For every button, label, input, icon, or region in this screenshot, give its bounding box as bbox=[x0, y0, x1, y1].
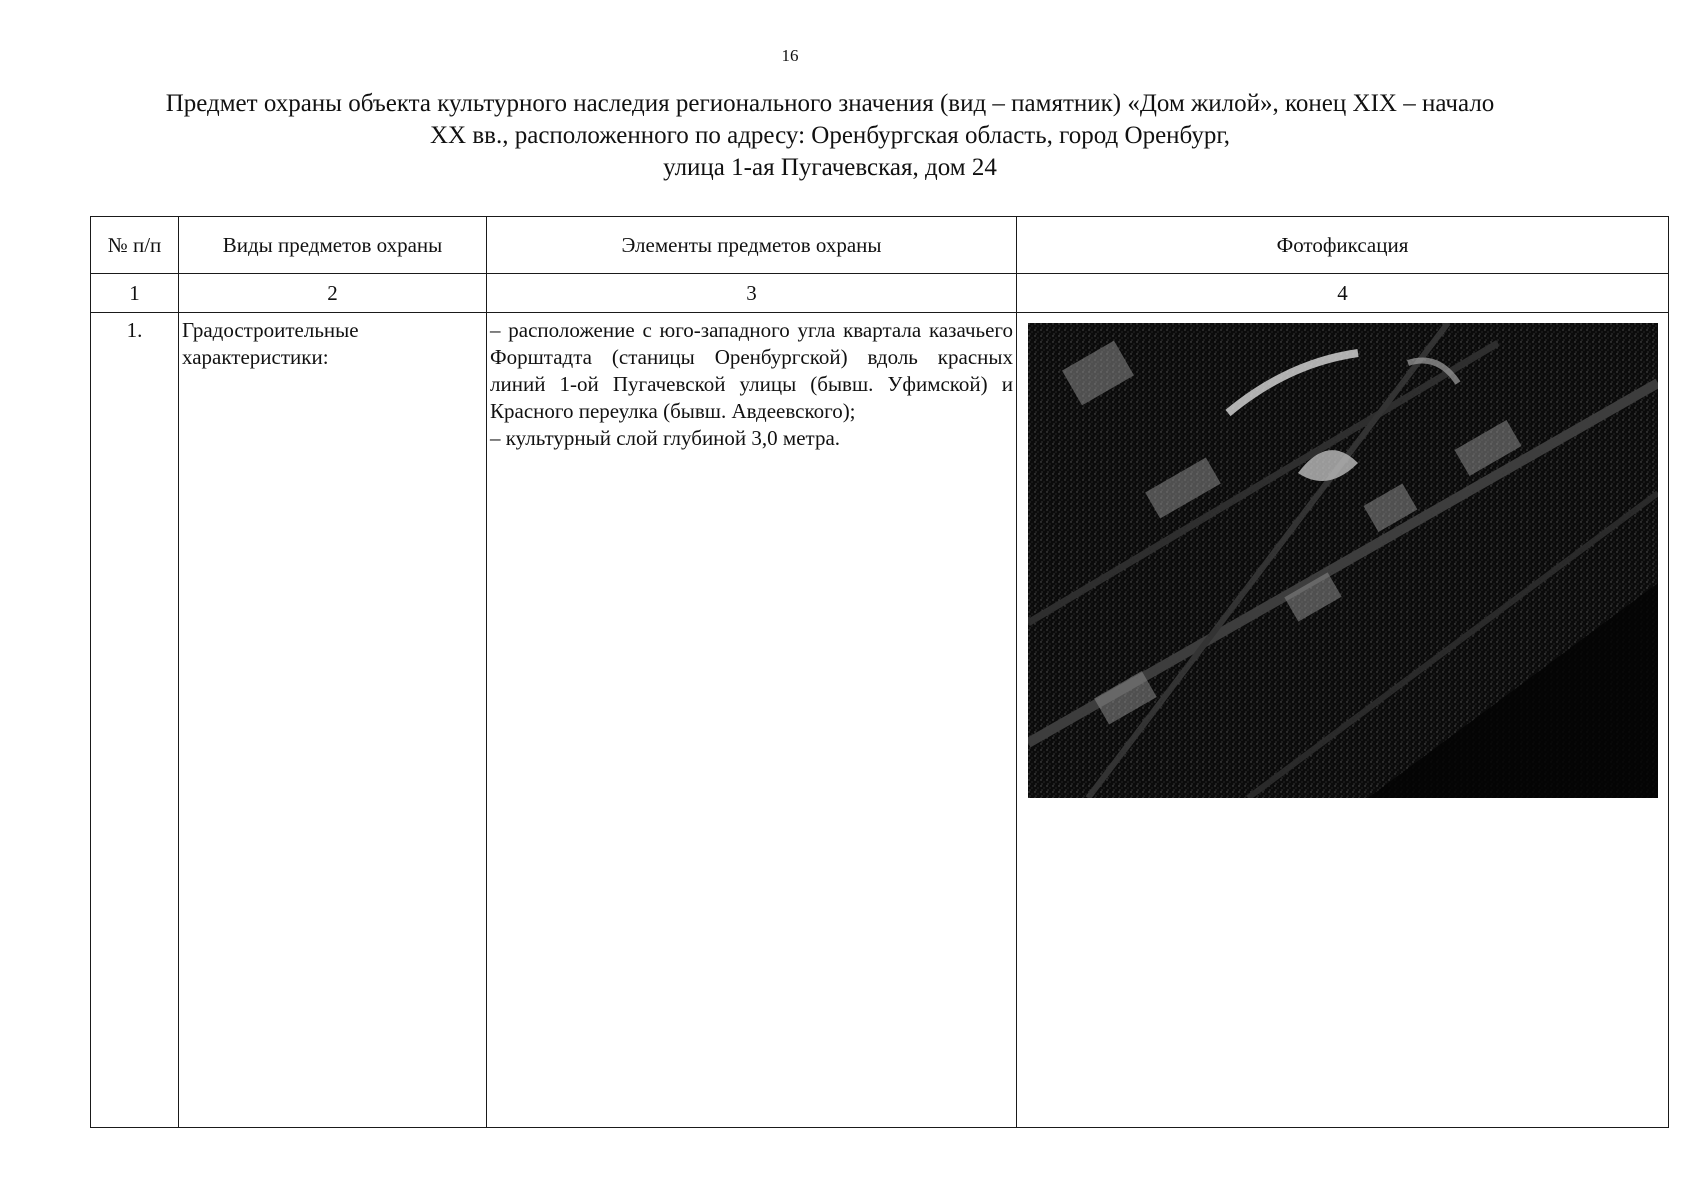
column-number: 2 bbox=[179, 274, 487, 313]
list-item: – расположение с юго-западного угла квартала казачьего Форштадта (станицы Оренбургской) вдоль красных линий 1-ой Пугачевской улицы (бывш. Уфимской) и Красного переулка (бывш. Авдеевского); bbox=[490, 317, 1013, 425]
table-header-row bbox=[91, 217, 1669, 274]
row-elements bbox=[487, 313, 1017, 1128]
header-photo: Фотофиксация bbox=[1017, 217, 1669, 274]
table-row bbox=[91, 313, 1669, 1128]
row-kind: Градостроительные характеристики: bbox=[179, 313, 487, 1128]
title-line-3: улица 1-ая Пугачевская, дом 24 bbox=[663, 154, 997, 181]
list-item: – культурный слой глубиной 3,0 метра. bbox=[490, 425, 1013, 452]
column-number: 3 bbox=[487, 274, 1017, 313]
aerial-photo bbox=[1028, 323, 1658, 798]
row-number: 1. bbox=[91, 313, 179, 1128]
aerial-photo-image bbox=[1028, 323, 1658, 798]
header-number: № п/п bbox=[91, 217, 179, 274]
title-line-2: XX вв., расположенного по адресу: Оренбургская область, город Оренбург, bbox=[430, 122, 1230, 149]
header-elements: Элементы предметов охраны bbox=[487, 217, 1017, 274]
header-kinds: Виды предметов охраны bbox=[179, 217, 487, 274]
column-number: 4 bbox=[1017, 274, 1669, 313]
column-number: 1 bbox=[91, 274, 179, 313]
column-number-row bbox=[91, 274, 1669, 313]
title-line-1: Предмет охраны объекта культурного наследия регионального значения (вид – памятник) «Дом жилой», конец XIX – начало bbox=[165, 90, 1495, 117]
page-number: 16 bbox=[781, 46, 799, 65]
elements-list bbox=[490, 317, 1013, 452]
protection-subject-table bbox=[90, 216, 1669, 1128]
document-title bbox=[80, 88, 1580, 184]
row-photo-cell bbox=[1017, 313, 1669, 1128]
